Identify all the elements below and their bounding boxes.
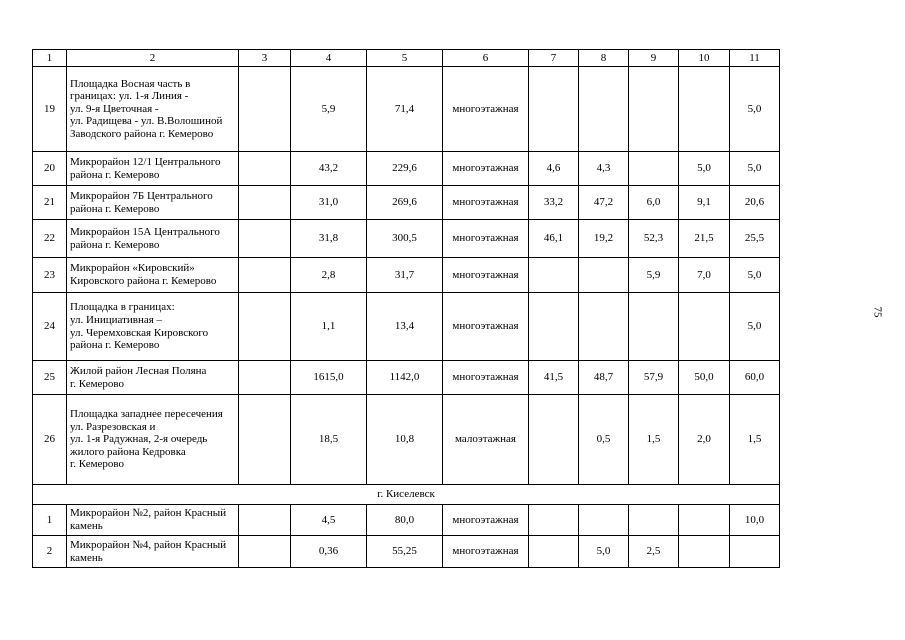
site-name-line: Заводского района г. Кемерово — [70, 127, 214, 140]
cell-c10: 7,0 — [679, 258, 730, 293]
cell-c3 — [239, 186, 291, 220]
cell-c7 — [529, 258, 579, 293]
header-cell: 1 — [33, 50, 67, 67]
cell-c6: многоэтажная — [443, 258, 529, 293]
cell-c5: 13,4 — [367, 293, 443, 361]
table-row — [33, 186, 780, 220]
site-name-line: г. Кемерово — [70, 377, 125, 390]
site-name-line: района г. Кемерово — [70, 202, 160, 215]
cell-c4: 5,9 — [291, 67, 367, 152]
cell-c8 — [579, 293, 629, 361]
cell-c3 — [239, 505, 291, 536]
row-number: 21 — [33, 186, 67, 220]
cell-c4: 31,0 — [291, 186, 367, 220]
table-row — [33, 220, 780, 258]
cell-c5: 71,4 — [367, 67, 443, 152]
table-row — [33, 361, 780, 395]
cell-c9: 5,9 — [629, 258, 679, 293]
cell-c8: 47,2 — [579, 186, 629, 220]
site-name-line: Микрорайон 15А Центрального — [70, 225, 220, 238]
site-name-line: ул. Разрезовская и — [70, 420, 156, 433]
site-name-line: Микрорайон 7Б Центрального — [70, 189, 213, 202]
cell-c7 — [529, 395, 579, 485]
cell-c7: 46,1 — [529, 220, 579, 258]
header-cell: 11 — [730, 50, 780, 67]
cell-c9: 6,0 — [629, 186, 679, 220]
city-heading: г. Киселевск — [33, 485, 780, 505]
header-cell: 6 — [443, 50, 529, 67]
cell-c3 — [239, 220, 291, 258]
row-number: 25 — [33, 361, 67, 395]
page-number: 75 — [871, 306, 884, 318]
cell-c10 — [679, 293, 730, 361]
cell-c11: 5,0 — [730, 152, 780, 186]
site-name-line: района г. Кемерово — [70, 168, 160, 181]
cell-c4: 4,5 — [291, 505, 367, 536]
cell-c9 — [629, 293, 679, 361]
site-name — [67, 152, 239, 186]
cell-c8 — [579, 258, 629, 293]
cell-c5: 300,5 — [367, 220, 443, 258]
city-row — [33, 485, 780, 505]
cell-c8 — [579, 67, 629, 152]
header-cell: 2 — [67, 50, 239, 67]
cell-c7: 4,6 — [529, 152, 579, 186]
cell-c7 — [529, 505, 579, 536]
cell-c6: многоэтажная — [443, 152, 529, 186]
cell-c9: 52,3 — [629, 220, 679, 258]
cell-c6: многоэтажная — [443, 220, 529, 258]
data-table — [32, 49, 780, 568]
site-name-line: жилого района Кедровка — [70, 445, 186, 458]
site-name — [67, 505, 239, 536]
cell-c10: 50,0 — [679, 361, 730, 395]
header-cell: 10 — [679, 50, 730, 67]
cell-c6: многоэтажная — [443, 67, 529, 152]
site-name-line: ул. 1-я Радужная, 2-я очередь — [70, 433, 208, 446]
site-name — [67, 395, 239, 485]
cell-c7: 41,5 — [529, 361, 579, 395]
row-number: 22 — [33, 220, 67, 258]
cell-c11: 60,0 — [730, 361, 780, 395]
site-name-line: Микрорайон №4, район Красный — [70, 538, 227, 551]
cell-c3 — [239, 152, 291, 186]
site-name — [67, 220, 239, 258]
cell-c8 — [579, 505, 629, 536]
row-number: 26 — [33, 395, 67, 485]
row-number: 23 — [33, 258, 67, 293]
row-number: 1 — [33, 505, 67, 536]
cell-c8: 5,0 — [579, 536, 629, 568]
cell-c11 — [730, 536, 780, 568]
table-row — [33, 258, 780, 293]
cell-c6: многоэтажная — [443, 293, 529, 361]
cell-c5: 55,25 — [367, 536, 443, 568]
table-row — [33, 505, 780, 536]
cell-c6: малоэтажная — [443, 395, 529, 485]
cell-c9: 2,5 — [629, 536, 679, 568]
cell-c7: 33,2 — [529, 186, 579, 220]
site-name — [67, 536, 239, 568]
site-name — [67, 258, 239, 293]
site-name-line: границах: ул. 1-я Линия - — [70, 90, 189, 103]
site-name-line: района г. Кемерово — [70, 339, 160, 352]
cell-c8: 0,5 — [579, 395, 629, 485]
cell-c8: 19,2 — [579, 220, 629, 258]
cell-c6: многоэтажная — [443, 536, 529, 568]
site-name — [67, 293, 239, 361]
cell-c11: 20,6 — [730, 186, 780, 220]
cell-c3 — [239, 361, 291, 395]
cell-c3 — [239, 536, 291, 568]
header-cell: 5 — [367, 50, 443, 67]
cell-c3 — [239, 67, 291, 152]
site-name-line: Микрорайон «Кировский» — [70, 262, 195, 275]
site-name-line: района г. Кемерово — [70, 238, 160, 251]
cell-c7 — [529, 293, 579, 361]
header-cell: 4 — [291, 50, 367, 67]
cell-c3 — [239, 395, 291, 485]
cell-c3 — [239, 258, 291, 293]
cell-c9 — [629, 67, 679, 152]
cell-c4: 1,1 — [291, 293, 367, 361]
site-name-line: ул. Черемховская Кировского — [70, 326, 209, 339]
site-name-line: ул. Инициативная – — [70, 313, 163, 326]
site-name-line: Площадка Восная часть в — [70, 77, 191, 90]
header-cell: 7 — [529, 50, 579, 67]
cell-c4: 18,5 — [291, 395, 367, 485]
cell-c5: 31,7 — [367, 258, 443, 293]
cell-c6: многоэтажная — [443, 361, 529, 395]
cell-c5: 80,0 — [367, 505, 443, 536]
cell-c5: 269,6 — [367, 186, 443, 220]
site-name-line: камень — [70, 551, 103, 564]
row-number: 24 — [33, 293, 67, 361]
cell-c5: 10,8 — [367, 395, 443, 485]
cell-c9 — [629, 505, 679, 536]
cell-c11: 25,5 — [730, 220, 780, 258]
site-name-line: камень — [70, 520, 103, 532]
cell-c4: 2,8 — [291, 258, 367, 293]
cell-c11: 5,0 — [730, 258, 780, 293]
cell-c9: 57,9 — [629, 361, 679, 395]
site-name — [67, 186, 239, 220]
cell-c11: 5,0 — [730, 67, 780, 152]
site-name-line: Кировского района г. Кемерово — [70, 275, 217, 287]
cell-c4: 1615,0 — [291, 361, 367, 395]
cell-c5: 1142,0 — [367, 361, 443, 395]
cell-c9 — [629, 152, 679, 186]
row-number: 2 — [33, 536, 67, 568]
site-name-line: ул. 9-я Цветочная - — [70, 102, 159, 115]
cell-c10 — [679, 505, 730, 536]
row-number: 20 — [33, 152, 67, 186]
cell-c10: 21,5 — [679, 220, 730, 258]
cell-c8: 48,7 — [579, 361, 629, 395]
cell-c3 — [239, 293, 291, 361]
table-body — [33, 50, 780, 568]
table-row — [33, 152, 780, 186]
cell-c4: 43,2 — [291, 152, 367, 186]
table-row — [33, 293, 780, 361]
cell-c9: 1,5 — [629, 395, 679, 485]
cell-c11: 1,5 — [730, 395, 780, 485]
cell-c4: 0,36 — [291, 536, 367, 568]
cell-c11: 5,0 — [730, 293, 780, 361]
site-name-line: Микрорайон №2, район Красный — [70, 507, 227, 520]
site-name-line: ул. Радищева - ул. В.Волошиной — [70, 115, 223, 128]
cell-c8: 4,3 — [579, 152, 629, 186]
cell-c7 — [529, 67, 579, 152]
table-row — [33, 395, 780, 485]
site-name — [67, 361, 239, 395]
header-cell: 3 — [239, 50, 291, 67]
row-number: 19 — [33, 67, 67, 152]
site-name-line: Площадка западнее пересечения — [70, 408, 223, 421]
cell-c6: многоэтажная — [443, 186, 529, 220]
site-name-line: Микрорайон 12/1 Центрального — [70, 155, 221, 168]
cell-c10: 9,1 — [679, 186, 730, 220]
site-name-line: Площадка в границах: — [70, 301, 175, 314]
cell-c10 — [679, 67, 730, 152]
cell-c4: 31,8 — [291, 220, 367, 258]
cell-c7 — [529, 536, 579, 568]
cell-c6: многоэтажная — [443, 505, 529, 536]
cell-c5: 229,6 — [367, 152, 443, 186]
header-cell: 8 — [579, 50, 629, 67]
site-name-line: г. Кемерово — [70, 458, 125, 471]
table-row — [33, 67, 780, 152]
cell-c10 — [679, 536, 730, 568]
header-cell: 9 — [629, 50, 679, 67]
table-row — [33, 536, 780, 568]
cell-c10: 2,0 — [679, 395, 730, 485]
header-row — [33, 50, 780, 67]
cell-c10: 5,0 — [679, 152, 730, 186]
site-name — [67, 67, 239, 152]
site-name-line: Жилой район Лесная Поляна — [70, 364, 207, 377]
cell-c11: 10,0 — [730, 505, 780, 536]
